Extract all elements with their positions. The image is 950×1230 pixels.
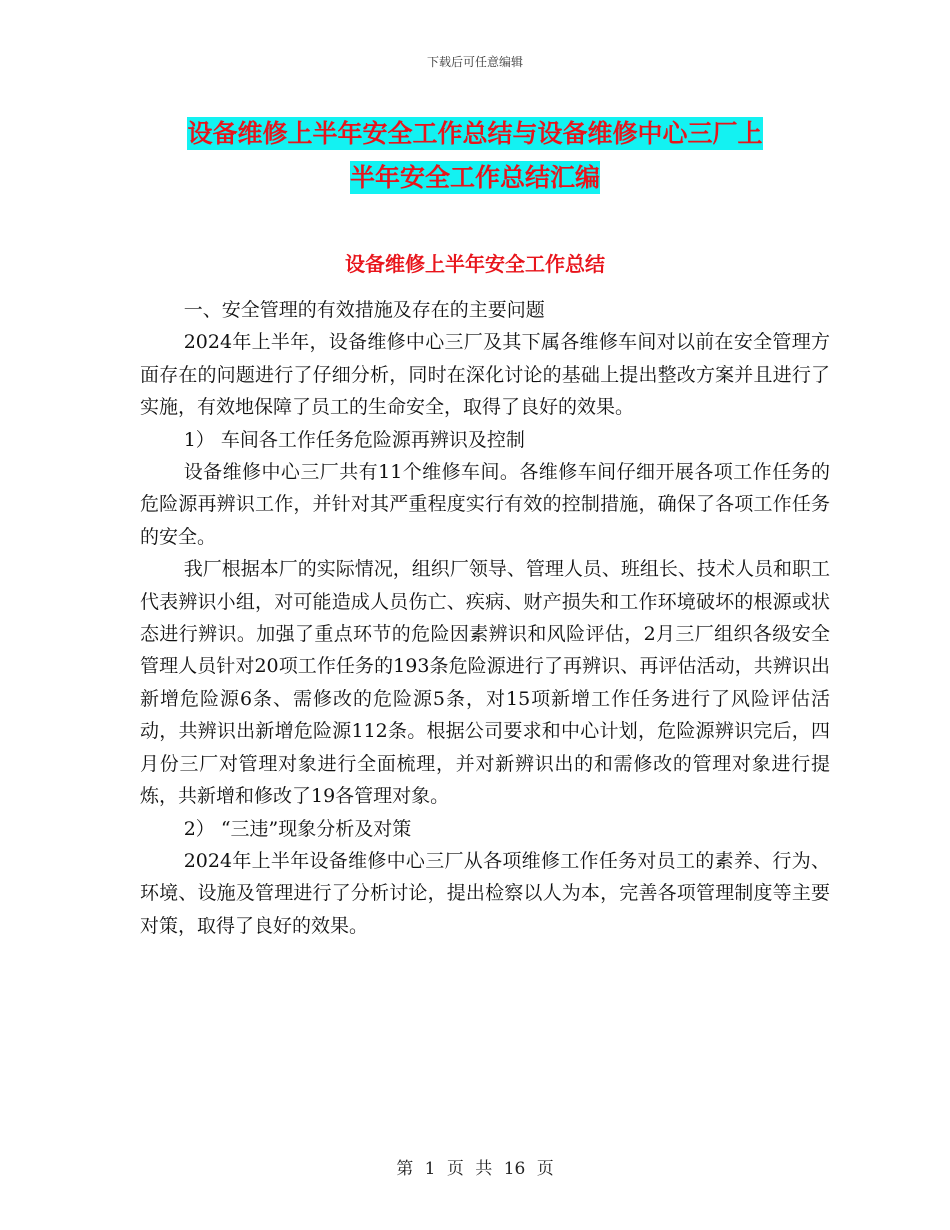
title-line-1: 设备维修上半年安全工作总结与设备维修中心三厂上	[187, 119, 763, 148]
heading-1: 一、安全管理的有效措施及存在的主要问题	[183, 299, 545, 321]
section-title: 设备维修上半年安全工作总结	[345, 252, 605, 276]
header-note: 下载后可任意编辑	[426, 55, 523, 69]
document-body	[140, 294, 830, 942]
paragraph: 设备维修中心三厂共有11个维修车间。各维修车间仔细开展各项工作任务的危险源再辨识工作，并针对其严重程度实行有效的控制措施，确保了各项工作任务的安全。	[140, 461, 830, 548]
paragraph: 2024年上半年，设备维修中心三厂及其下属各维修车间对以前在安全管理方面存在的问题进行了仔细分析，同时在深化讨论的基础上提出整改方案并且进行了实施，有效地保障了员工的生命安全，取得了良好的效果。	[140, 331, 830, 419]
title-line-2: 半年安全工作总结汇编	[349, 163, 600, 192]
page-footer: 第 1 页 共 16 页	[396, 1159, 554, 1179]
document-title	[0, 112, 950, 200]
paragraph: 我厂根据本厂的实际情况，组织厂领导、管理人员、班组长、技术人员和职工代表辨识小组，对可能造成人员伤亡、疾病、财产损失和工作环境破坏的根源或状态进行辨识。加强了重点环节的危险因素辨识和风险评估，2月三厂组织各级安全管理人员针对20项工作任务的193条危险源进行了再辨识、再评估活动，共辨识出新增危险源6条、需修改的危险源5条，对15项新增工作任务进行了风险评估活动，共辨识出新增危险源112条。根据公司要求和中心计划，危险源辨识完后，四月份三厂对管理对象进行全面梳理，并对新辨识出的和需修改的管理对象进行提炼，共新增和修改了19各管理对象。	[140, 558, 830, 808]
subheading-2: 2） “三违”现象分析及对策	[183, 817, 412, 840]
subheading-1: 1） 车间各工作任务危险源再辨识及控制	[183, 428, 525, 451]
paragraph: 2024年上半年设备维修中心三厂从各项维修工作任务对员工的素养、行为、环境、设施及管理进行了分析讨论，提出检察以人为本，完善各项管理制度等主要对策，取得了良好的效果。	[140, 849, 830, 937]
